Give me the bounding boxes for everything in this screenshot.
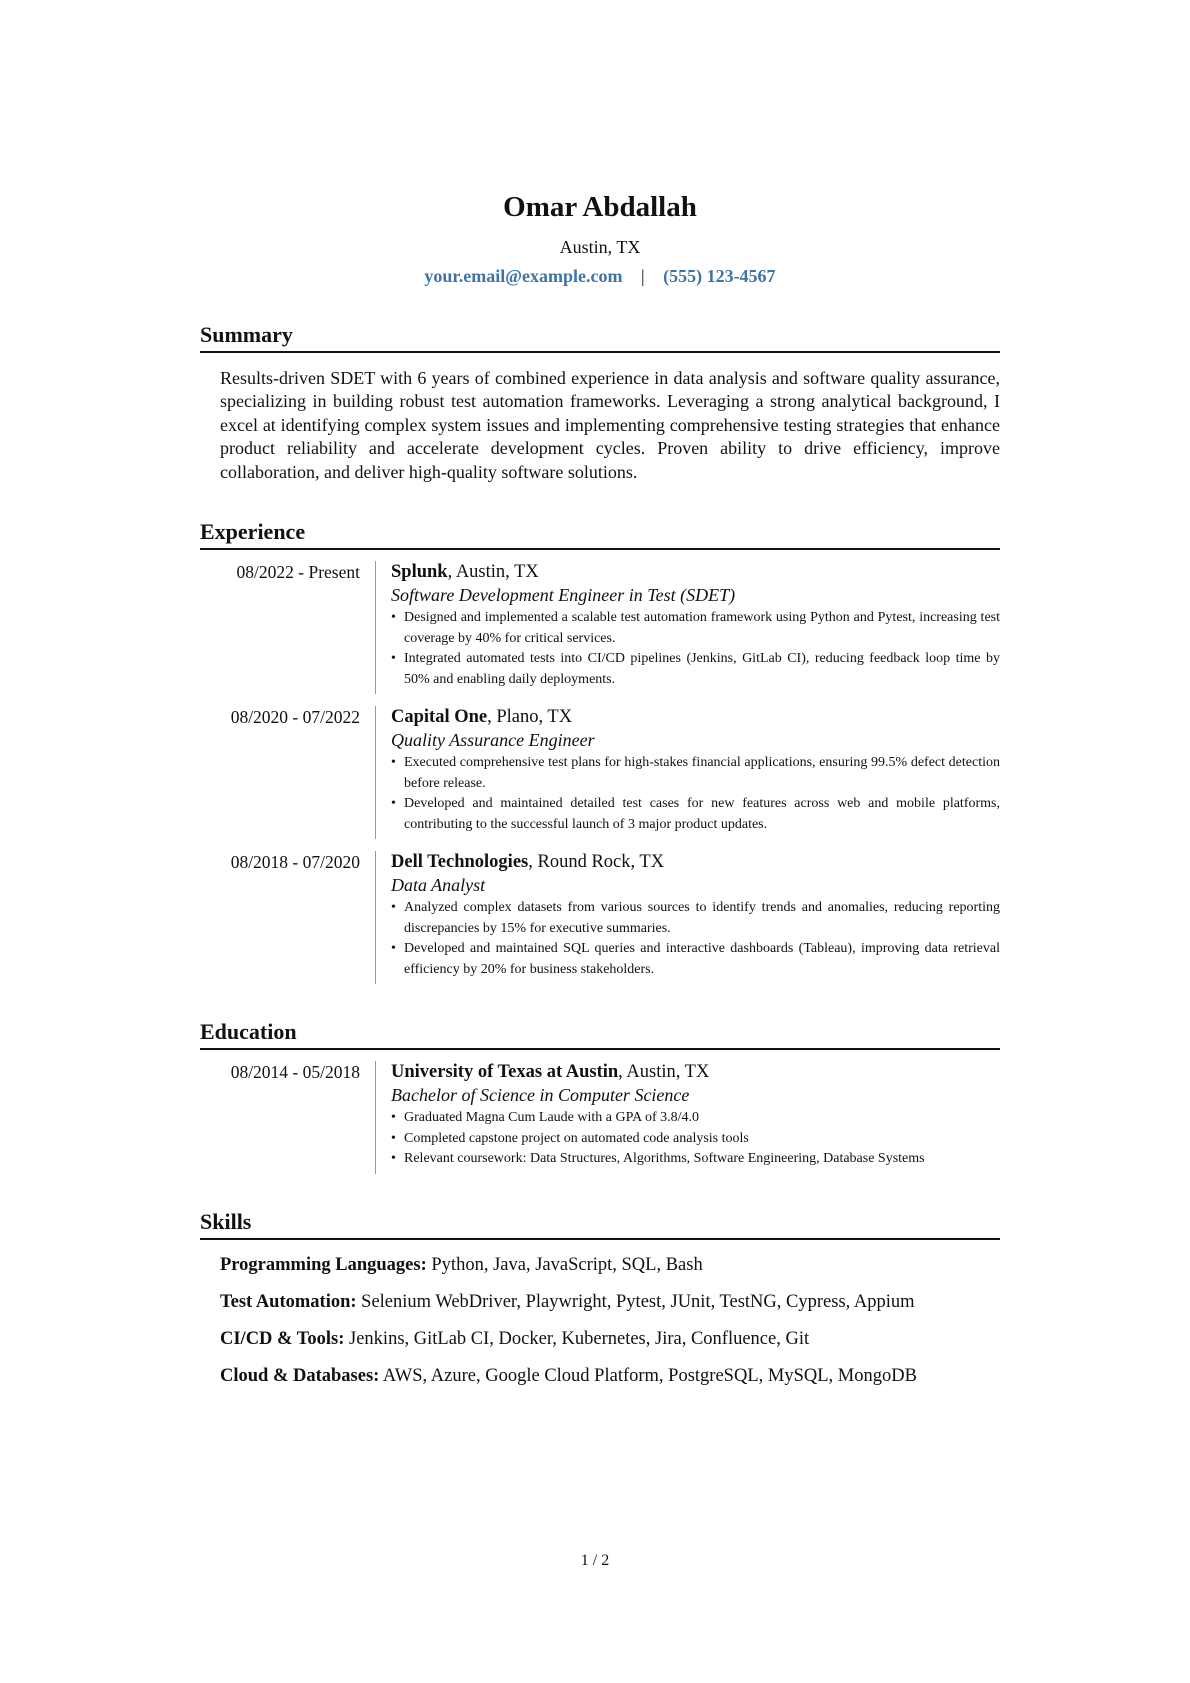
entry-body (375, 1061, 1000, 1174)
page-number: 1 / 2 (580, 1552, 610, 1569)
school-name: University of Texas at Austin (391, 1062, 619, 1083)
contact-separator: | (640, 266, 645, 286)
entry-body (375, 851, 1000, 984)
skill-value: Jenkins, GitLab CI, Docker, Kubernetes, Jira, Confluence, Git (344, 1328, 810, 1349)
bullet-list (391, 898, 1000, 980)
entry-date: 08/2018 - 07/2020 (230, 852, 360, 873)
skill-line (220, 1291, 1000, 1314)
experience-entry (200, 561, 1000, 694)
skill-label: CI/CD & Tools: (220, 1328, 345, 1349)
skills-heading: Skills (200, 1209, 1000, 1240)
experience-section (200, 519, 1000, 984)
bullet-item: • Analyzed complex datasets from various sources to identify trends and anomalies, reducing reporting discrepancies by 15% for executive summaries. (391, 898, 1000, 939)
degree-title: Bachelor of Science in Computer Science (391, 1085, 690, 1106)
bullet-item: • Designed and implemented a scalable test automation framework using Python and Pytest, increasing test coverage by 40% for critical services. (391, 608, 1000, 649)
experience-entry (200, 851, 1000, 984)
experience-entry (200, 706, 1000, 839)
company-location: , Plano, TX (487, 707, 573, 728)
bullet-item: • Completed capstone project on automated code analysis tools (391, 1129, 1000, 1150)
email-link[interactable]: your.email@example.com (424, 266, 623, 286)
company-name: Splunk (391, 562, 448, 583)
entry-date: 08/2022 - Present (236, 562, 360, 583)
skill-line (220, 1254, 1000, 1277)
entry-org (391, 561, 1000, 584)
bullet-item: • Integrated automated tests into CI/CD pipelines (Jenkins, GitLab CI), reducing feedback loop time by 50% and enabling daily deployments. (391, 649, 1000, 690)
entry-date: 08/2014 - 05/2018 (230, 1062, 360, 1083)
school-location: , Austin, TX (618, 1062, 710, 1083)
summary-section (200, 322, 1000, 484)
bullet-item: • Executed comprehensive test plans for high-stakes financial applications, ensuring 99.5% defect detection before release. (391, 753, 1000, 794)
skill-value: Selenium WebDriver, Playwright, Pytest, JUnit, TestNG, Cypress, Appium (356, 1291, 915, 1312)
skill-value: Python, Java, JavaScript, SQL, Bash (426, 1254, 703, 1275)
summary-text: Results-driven SDET with 6 years of combined experience in data analysis and software quality assurance, specializing in building robust test automation frameworks. Leveraging a strong analytical background, I excel at identifying complex system issues and implementing comprehensive testing strategies that enhance product reliability and accelerate development cycles. Proven ability to drive efficiency, improve collaboration, and deliver high-quality software solutions. (220, 368, 1000, 482)
bullet-list (391, 608, 1000, 690)
resume-header (200, 190, 1000, 287)
candidate-name: Omar Abdallah (503, 191, 697, 223)
entry-date: 08/2020 - 07/2022 (230, 707, 360, 728)
job-title: Software Development Engineer in Test (SDET) (391, 585, 736, 606)
bullet-item: • Developed and maintained detailed test cases for new features across web and mobile platforms, contributing to the successful launch of 3 major product updates. (391, 794, 1000, 835)
entry-org (391, 1061, 1000, 1084)
experience-heading: Experience (200, 519, 1000, 550)
company-name: Capital One (391, 707, 488, 728)
entry-org (391, 706, 1000, 729)
bullet-item: • Graduated Magna Cum Laude with a GPA of 3.8/4.0 (391, 1108, 1000, 1129)
company-name: Dell Technologies (391, 852, 529, 873)
bullet-item: • Developed and maintained SQL queries and interactive dashboards (Tableau), improving data retrieval efficiency by 20% for business stakeholders. (391, 939, 1000, 980)
education-heading: Education (200, 1019, 1000, 1050)
education-section (200, 1019, 1000, 1174)
entry-org (391, 851, 1000, 874)
skill-value: AWS, Azure, Google Cloud Platform, PostgreSQL, MySQL, MongoDB (379, 1365, 917, 1386)
job-title: Data Analyst (391, 875, 486, 896)
bullet-list (391, 753, 1000, 835)
bullet-item: • Relevant coursework: Data Structures, Algorithms, Software Engineering, Database Systems (391, 1149, 1000, 1170)
skill-line (220, 1365, 1000, 1388)
summary-heading: Summary (200, 322, 1000, 353)
phone-link[interactable]: (555) 123-4567 (663, 266, 776, 286)
resume-page (200, 190, 1000, 1388)
company-location: , Round Rock, TX (528, 852, 665, 873)
skill-label: Test Automation: (220, 1291, 357, 1312)
skills-section (200, 1209, 1000, 1388)
company-location: , Austin, TX (447, 562, 539, 583)
job-title: Quality Assurance Engineer (391, 730, 595, 751)
skill-label: Programming Languages: (220, 1254, 427, 1275)
contact-line (200, 265, 1000, 287)
education-entry (200, 1061, 1000, 1174)
candidate-location: Austin, TX (559, 237, 641, 257)
entry-body (375, 706, 1000, 839)
skill-label: Cloud & Databases: (220, 1365, 380, 1386)
entry-body (375, 561, 1000, 694)
bullet-list (391, 1108, 1000, 1170)
skill-line (220, 1328, 1000, 1351)
